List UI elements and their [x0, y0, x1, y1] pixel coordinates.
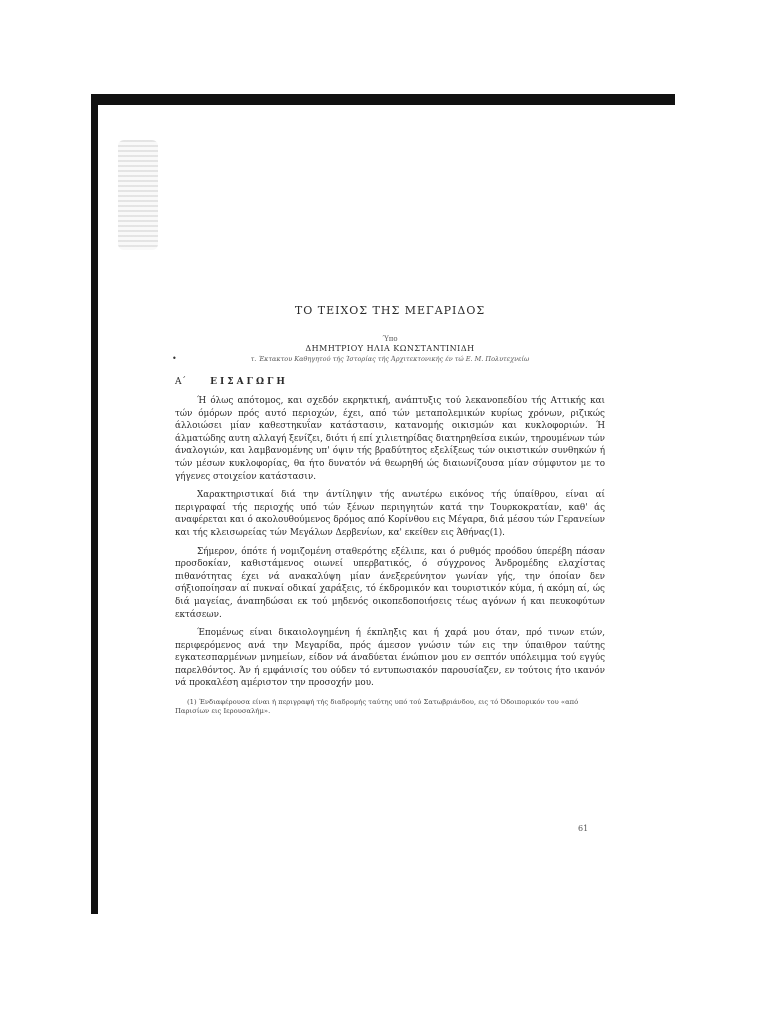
paragraph: Χαρακτηριστικαί διά την άντίληψιν τής ανωτέρω εικόνος τής ύπαίθρου, είναι αί περιγραφαί τής περιοχής υπό τών ξένων περιηγητών κατά την Τουρκοκρατίαν, καθ' άς αναφέρεται και ό ακολουθούμενος δρόμος από Κορίνθου εις Μέγαρα, διά μέσου τών Γερανείων και τής κλεισωρείας τών Μεγάλων Δερβενίων, κα' εκείθεν εις Άθήνας(1).	[175, 490, 605, 538]
margin-dot: •	[172, 354, 177, 363]
footnote: (1) Ένδιαφέρουσα είναι ή περιγραφή τής διαδρομής ταύτης υπό τού Σατωβριάνδου, εις τό Όδοιπορικόν του «από Παρισίων εις Ιερουσαλήμ».	[175, 698, 579, 716]
scan-border-left	[91, 94, 98, 914]
paragraph: Ή όλως απότομος, και σχεδόν εκρηκτική, ανάπτυξις τού λεκανοπεδίου τής Αττικής και τών όμόρων πρός αυτό περιοχών, έχει, από τών μεταπολεμικών κυρίως χρόνων, ριζικώς άλλοιώσει μίαν καθεστηκυΐαν κατάστασιν, κατανομής οικισμών και κυκλοφοριών. Ή άλματώδης αυτη αλλαγή ξενίζει, διότι ή επί χιλιετηρίδας διατηρηθείσα εικών, τηρουμένων τών άναλογιών, και λαμβανομένης υπ' όψιν τής βραδύτητος εξελίξεως τών οικιστικών συνθηκών ή τών μέσων κυκλοφορίας, θα ήτο δυνατόν νά θεωρηθή ώς διαιωνίζουσα μίαν σύμφυτον με το γήγενες στοιχείον κατάστασιν.	[175, 396, 605, 482]
section-title: ΕΙΣΑΓΩΓΗ	[210, 377, 288, 387]
author-name: ΔΗΜΗΤΡΙΟΥ ΗΛΙΑ ΚΩΝΣΤΑΝΤΙΝΙΔΗ	[305, 344, 475, 353]
document-page	[175, 300, 605, 716]
byline-prefix: Ύπο	[382, 335, 398, 343]
section-number: Α΄	[175, 377, 186, 387]
paragraph: Σήμερον, όπότε ή νομιζομένη σταθερότης εξέλιπε, και ό ρυθμός προόδου ύπερέβη πάσαν προσδοκίαν, καθιστάμενος οιωνεί υπερβατικός, ό σύγχρονος Άνδρομέδης ελαχίστας πιθανότητας έχει νά ανακαλύψη μίαν άνεξερεύνητον γωνίαν γής, την όποίαν δεν σήξιοποίησαν αί πυκναί οδικαί χαράξεις, τό έκδρομικόν και τουριστικόν κύμα, ή ακόμη αί, ώς διά μαγείας, άναπηδώσαι εκ τού μηδενός οικοπεδοποιήσεις τέως αγόνων ή και πευκοφύτων εκτάσεων.	[175, 546, 605, 620]
scan-border-top	[93, 94, 675, 105]
paragraph: Έπομένως είναι δικαιολογημένη ή έκπληξις και ή χαρά μου όταν, πρό τινων ετών, περιφερόμενος ανά την Μεγαρίδα, πρός άμεσον γνώσιν τών εις την ύπαιθρον ταύτης εγκατεσπαρμένων μνημείων, είδον νά άναδύεται ένώπιον μου εν σεπτόν υπόλειμμα τού εγγύς παρελθόντος. Άν ή εμφάνισίς του ούδεν τό εντυπωσιακόν παρουσίαζεν, εν τούτοις ήτο ικανόν νά προκαλέση αμέριστον την προσοχήν μου.	[175, 628, 605, 689]
author-affiliation: τ. Έκτακτου Καθηγητού τής Ίστορίας τής Άρχιτεκτονικής έν τώ Ε. Μ. Πολυτεχνείω	[250, 355, 530, 363]
scan-speckle	[118, 140, 158, 250]
section-heading	[175, 377, 605, 387]
document-title: ΤΟ ΤΕΙΧΟΣ ΤΗΣ ΜΕΓΑΡΙΔΟΣ	[294, 304, 486, 317]
page-number: 61	[578, 824, 589, 833]
